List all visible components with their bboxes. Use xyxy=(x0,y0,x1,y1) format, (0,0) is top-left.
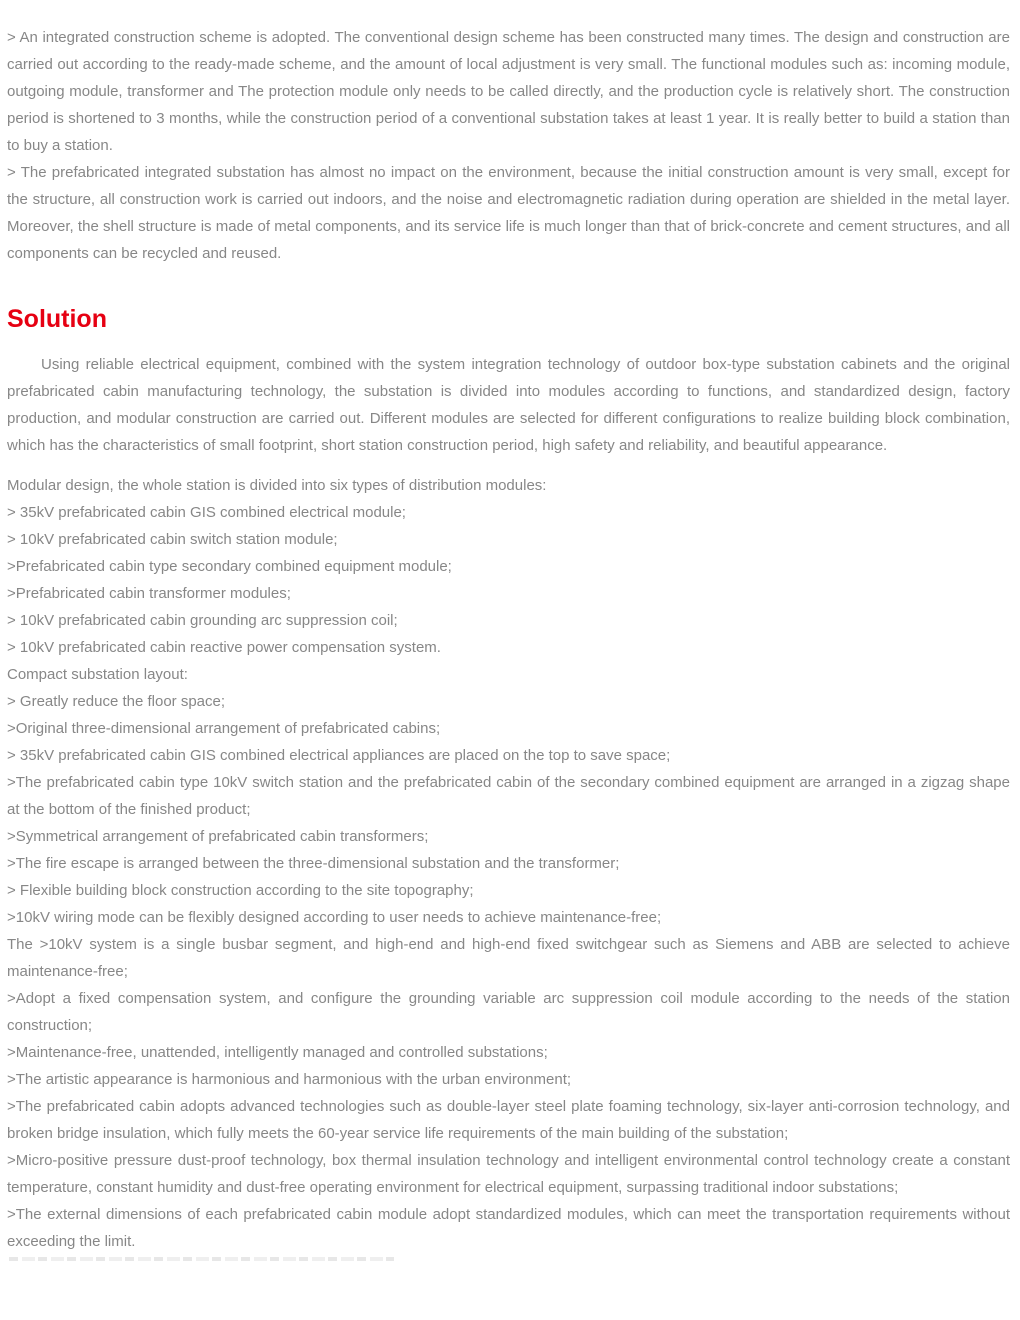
solution-line-10kv-switch-station: > 10kV prefabricated cabin switch station module; xyxy=(7,531,338,548)
solution-line-secondary-equipment: >Prefabricated cabin type secondary combined equipment module; xyxy=(7,558,452,575)
solution-line-three-dimensional: >Original three-dimensional arrangement of prefabricated cabins; xyxy=(7,720,441,737)
solution-line-artistic-appearance: >The artistic appearance is harmonious and harmonious with the urban environment; xyxy=(7,1071,572,1088)
solution-heading: Solution xyxy=(7,305,107,333)
solution-line-zigzag-arrangement: >The prefabricated cabin type 10kV switch station and the prefabricated cabin of the secondary combined equipment are arranged in a zigzag shape at the bottom of the finished product; xyxy=(7,774,1010,818)
solution-line-external-dimensions: >The external dimensions of each prefabricated cabin module adopt standardized modules, which can meet the transportation requirements without exceeding the limit. xyxy=(7,1206,1010,1250)
solution-line-wiring-mode: >10kV wiring mode can be flexibly designed according to user needs to achieve maintenance-free; xyxy=(7,909,662,926)
solution-intro-paragraph: Using reliable electrical equipment, combined with the system integration technology of outdoor box-type substation cabinets and the original prefabricated cabin manufacturing technology, the substation is divided into modules according to functions, and standardized design, factory production, and modular construction are carried out. Different modules are selected for different configurations to realize building block combination, which has the characteristics of small footprint, short station construction period, high safety and reliability, and beautiful appearance. xyxy=(7,356,1010,454)
solution-line-maintenance-free: >Maintenance-free, unattended, intelligently managed and controlled substations; xyxy=(7,1044,548,1061)
solution-line-symmetrical-arrangement: >Symmetrical arrangement of prefabricated cabin transformers; xyxy=(7,828,429,845)
intro-paragraph-environment-impact: > The prefabricated integrated substation has almost no impact on the environment, because the initial construction amount is very small, except for the structure, all construction work is carried out indoors, and the noise and electromagnetic radiation during operation are shielded in the metal layer. Moreover, the shell structure is made of metal components, and its service life is much longer than that of brick-concrete and cement structures, and all components can be recycled and reused. xyxy=(7,164,1010,262)
solution-line-advanced-technologies: >The prefabricated cabin adopts advanced technologies such as double-layer steel plate foaming technology, six-layer anti-corrosion technology, and broken bridge insulation, which fully meets the 60-year service life requirements of the main building of the substation; xyxy=(7,1098,1010,1142)
solution-line-single-busbar: The >10kV system is a single busbar segment, and high-end and high-end fixed switchgear such as Siemens and ABB are selected to achieve maintenance-free; xyxy=(7,936,1010,980)
solution-line-compact-layout-intro: Compact substation layout: xyxy=(7,666,188,683)
solution-line-top-save-space: > 35kV prefabricated cabin GIS combined electrical appliances are placed on the top to save space; xyxy=(7,747,671,764)
solution-line-floor-space: > Greatly reduce the floor space; xyxy=(7,693,226,710)
solution-detail-lines xyxy=(7,472,1010,1255)
solution-line-reactive-power: > 10kV prefabricated cabin reactive power compensation system. xyxy=(7,639,441,656)
solution-line-dust-proof-technology: >Micro-positive pressure dust-proof technology, box thermal insulation technology and intelligent environmental control technology create a constant temperature, constant humidity and dust-free operating environment for electrical equipment, surpassing traditional indoor substations; xyxy=(7,1152,1010,1196)
intro-paragraph-construction-scheme: > An integrated construction scheme is adopted. The conventional design scheme has been constructed many times. The design and construction are carried out according to the ready-made scheme, and the amount of local adjustment is very small. The functional modules such as: incoming module, outgoing module, transformer and The protection module only needs to be called directly, and the production cycle is relatively short. The construction period is shortened to 3 months, while the construction period of a conventional substation takes at least 1 year. It is really better to build a station than to buy a station. xyxy=(7,29,1010,154)
solution-line-fire-escape: >The fire escape is arranged between the three-dimensional substation and the transformer; xyxy=(7,855,620,872)
solution-line-35kv-gis-module: > 35kV prefabricated cabin GIS combined electrical module; xyxy=(7,504,406,521)
cutoff-text-remnant xyxy=(9,1257,394,1261)
solution-line-arc-suppression-coil: > 10kV prefabricated cabin grounding arc suppression coil; xyxy=(7,612,398,629)
solution-line-fixed-compensation: >Adopt a fixed compensation system, and configure the grounding variable arc suppression coil module according to the needs of the station construction; xyxy=(7,990,1010,1034)
solution-line-flexible-building-block: > Flexible building block construction according to the site topography; xyxy=(7,882,474,899)
solution-line-transformer-modules: >Prefabricated cabin transformer modules; xyxy=(7,585,291,602)
solution-line-modular-design-intro: Modular design, the whole station is divided into six types of distribution modules: xyxy=(7,477,547,494)
